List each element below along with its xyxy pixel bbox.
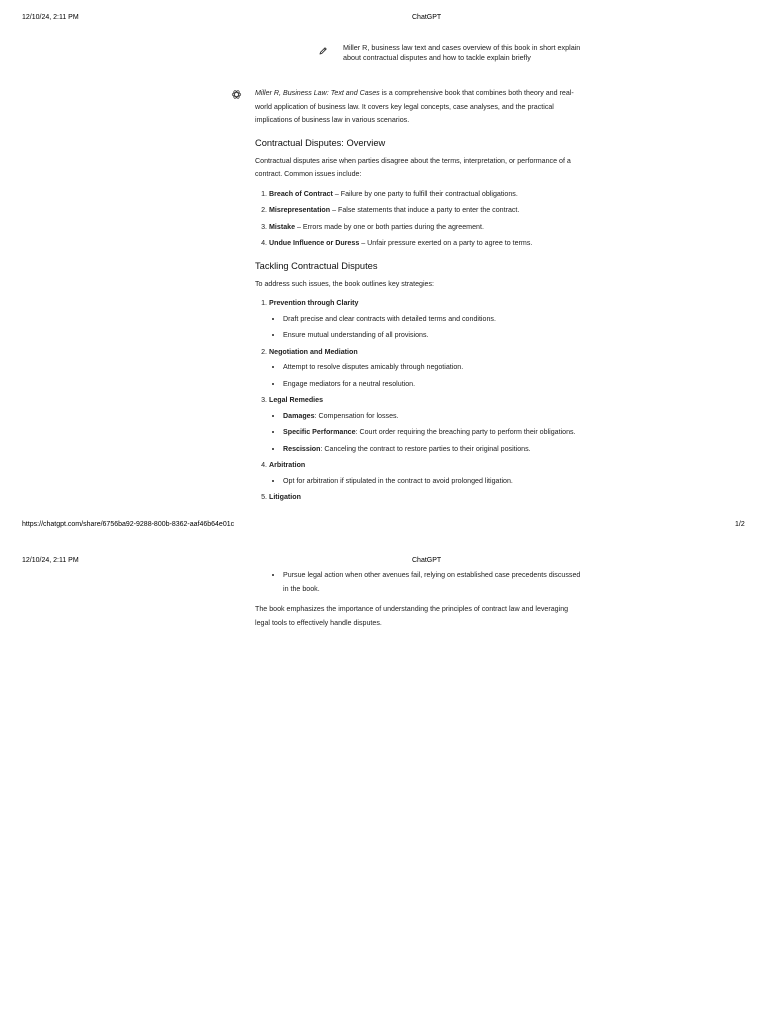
strategy-item <box>269 394 585 456</box>
item-desc: – Errors made by one or both parties during the agreement. <box>295 222 484 231</box>
list-item <box>269 237 585 251</box>
bullet-term: Specific Performance <box>283 428 356 436</box>
conclusion-paragraph: The book emphasizes the importance of understanding the principles of contract law and leveraging legal tools to effectively handle disputes. <box>255 605 569 627</box>
bullet-item: • Pursue legal action when other avenues fail, relying on established case precedents discussed in the book. <box>283 569 585 596</box>
list-item <box>269 221 585 235</box>
overview-intro: Contractual disputes arise when parties disagree about the terms, interpretation, or performance of a contract. Common issues include: <box>255 156 571 178</box>
strategy-item <box>269 346 585 392</box>
bullet-term: Rescission <box>283 444 321 453</box>
print-header-date: 12/10/24, 2:11 PM <box>22 557 79 564</box>
section-heading-tackling: Tackling Contractual Disputes <box>255 260 378 271</box>
print-header-date: 12/10/24, 2:11 PM <box>22 14 79 21</box>
list-item <box>269 188 585 202</box>
bullet-text: : Canceling the contract to restore parties to their original positions. <box>320 444 531 453</box>
item-term: Misrepresentation <box>269 206 331 214</box>
print-footer-url[interactable]: https://chatgpt.com/share/6756ba92-9288-800b-8362-aaf46b64e01c <box>22 521 235 528</box>
item-desc: – Unfair pressure exerted on a party to agree to terms. <box>359 239 533 247</box>
tackling-intro: To address such issues, the book outlines key strategies: <box>255 279 435 288</box>
user-message: Miller R, business law text and cases overview of this book in short explain about contractual disputes and how to tackle explain briefly <box>343 43 581 62</box>
item-term: Undue Influence or Duress <box>269 239 360 247</box>
bullet-item: • Attempt to resolve disputes amicably through negotiation. <box>283 361 585 375</box>
strategy-item <box>269 491 585 505</box>
bullet-item <box>283 443 585 457</box>
bullet-text: : Court order requiring the breaching party to perform their obligations. <box>355 428 576 436</box>
item-desc: – False statements that induce a party to enter the contract. <box>330 206 520 214</box>
intro-paragraph <box>255 87 585 128</box>
item-term: Breach of Contract <box>269 189 333 198</box>
strategy-title: Arbitration <box>269 461 306 469</box>
strategy-item <box>269 297 585 343</box>
intro-text: is a comprehensive book that combines both theory and real-world application of business law. It covers key legal concepts, case analyses, and the practical implications of business law in various scenarios. <box>255 89 574 124</box>
book-title: Miller R, Business Law: Text and Cases <box>255 89 380 97</box>
strategy-item <box>269 459 585 488</box>
print-header-title: ChatGPT <box>412 557 442 564</box>
strategy-title: Prevention through Clarity <box>269 299 359 307</box>
bullet-item <box>283 426 585 440</box>
bullet-item: • Opt for arbitration if stipulated in the contract to avoid prolonged litigation. <box>283 475 585 489</box>
strategy-title: Legal Remedies <box>269 396 324 404</box>
assistant-response <box>255 87 585 508</box>
assistant-response-continued <box>255 569 585 630</box>
print-header-title: ChatGPT <box>412 14 442 21</box>
strategies-list <box>255 297 585 505</box>
list-item <box>269 204 585 218</box>
disputes-list <box>255 188 585 251</box>
section-heading-overview: Contractual Disputes: Overview <box>255 137 386 148</box>
print-footer-page: 1/2 <box>735 521 745 528</box>
item-desc: – Failure by one party to fulfill their contractual obligations. <box>332 189 518 198</box>
item-term: Mistake <box>269 222 296 231</box>
strategy-title: Negotiation and Mediation <box>269 347 358 356</box>
bullet-item: • Draft precise and clear contracts with detailed terms and conditions. <box>283 313 585 327</box>
bullet-text: : Compensation for losses. <box>314 411 399 420</box>
bullet-term: Damages <box>283 411 315 420</box>
bullet-item: • Ensure mutual understanding of all provisions. <box>283 329 585 343</box>
bullet-item: • Engage mediators for a neutral resolution. <box>283 378 585 392</box>
strategy-title: Litigation <box>269 493 301 501</box>
pencil-icon[interactable] <box>318 43 328 53</box>
bullet-item <box>283 410 585 424</box>
chatgpt-logo-icon <box>231 87 242 98</box>
